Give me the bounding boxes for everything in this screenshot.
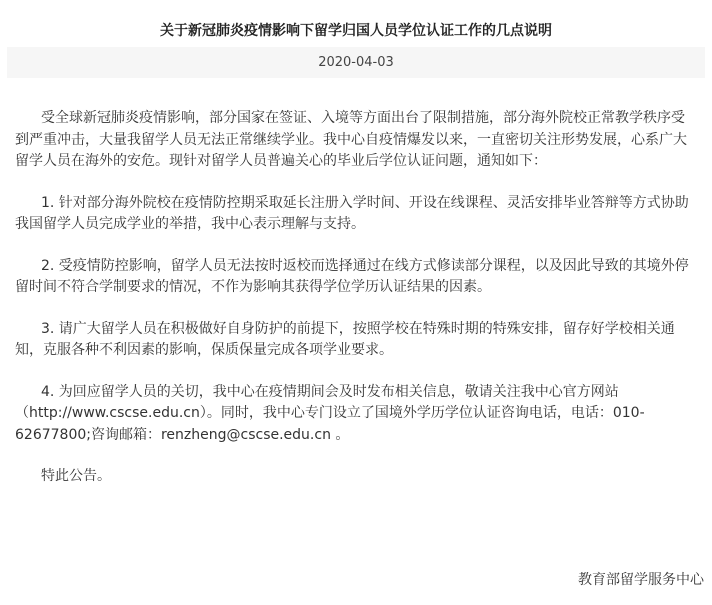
intro-paragraph: 受全球新冠肺炎疫情影响，部分国家在签证、入境等方面出台了限制措施，部分海外院校正常教学秩序受到严重冲击，大量我留学人员无法正常继续学业。我中心自疫情爆发以来，一直密切关注形势发展，心系广大留学人员在海外的安危。现针对留学人员普遍关心的毕业后学位认证问题，通知如下： xyxy=(15,110,687,169)
list-item: 2. 受疫情防控影响，留学人员无法按时返校而选择通过在线方式修读部分课程，以及因此导致的其境外停留时间不符合学制要求的情况，不作为影响其获得学位学历认证结果的因素。 xyxy=(15,257,689,295)
signature: 教育部留学服务中心 xyxy=(578,572,704,588)
publish-date: 2020-04-03 xyxy=(318,55,394,70)
list-item: 1. 针对部分海外院校在疫情防控期采取延长注册入学时间、开设在线课程、灵活安排毕业答辩等方式协助我国留学人员完成学业的举措，我中心表示理解与支持。 xyxy=(15,194,689,232)
page-title: 关于新冠肺炎疫情影响下留学归国人员学位认证工作的几点说明 xyxy=(160,23,552,39)
list-item: 4. 为回应留学人员的关切，我中心在疫情期间会及时发布相关信息，敬请关注我中心官方网站（http://www.cscse.edu.cn）。同时，我中心专门设立了国境外学历学位认证咨询电话，电话：010-62677800;咨询邮箱：renzheng@cscse.edu.cn 。 xyxy=(15,383,645,443)
list-item: 3. 请广大留学人员在积极做好自身防护的前提下，按照学校在特殊时期的特殊安排，留存好学校相关通知，克服各种不利因素的影响，保质保量完成各项学业要求。 xyxy=(15,320,675,358)
article-body xyxy=(15,108,697,508)
closing-paragraph: 特此公告。 xyxy=(41,468,111,484)
publish-date-bar xyxy=(7,47,705,78)
